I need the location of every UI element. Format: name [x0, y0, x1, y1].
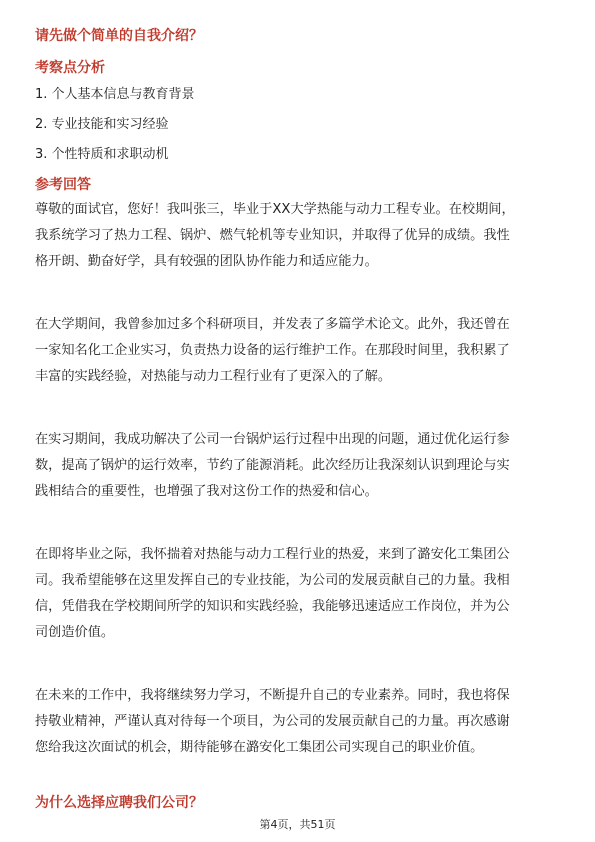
paragraph-line: 持敬业精神，严谨认真对待每一个项目，为公司的发展贡献自己的力量。再次感谢 — [35, 714, 510, 729]
paragraph-line: 信，凭借我在学校期间所学的知识和实践经验，我能够迅速适应工作岗位，并为公 — [35, 599, 510, 614]
analysis-item: 1. 个人基本信息与教育背景 — [35, 87, 195, 102]
paragraph-line: 丰富的实践经验，对热能与动力工程行业有了更深入的了解。 — [35, 369, 392, 384]
paragraph-line: 在未来的工作中，我将继续努力学习，不断提升自己的专业素养。同时，我也将保 — [35, 688, 510, 703]
answer-heading: 参考回答 — [35, 177, 91, 193]
page-number: 第4页，共51页 — [259, 818, 336, 831]
paragraph-line: 司创造价值。 — [35, 625, 115, 640]
paragraph-line: 在大学期间，我曾参加过多个科研项目，并发表了多篇学术论文。此外，我还曾在 — [35, 317, 510, 332]
next-question-heading: 为什么选择应聘我们公司？ — [35, 795, 203, 811]
answer-paragraph — [35, 197, 563, 275]
paragraph-line: 司。我希望能够在这里发挥自己的专业技能，为公司的发展贡献自己的力量。我相 — [35, 573, 510, 588]
paragraph-line: 践相结合的重要性，也增强了我对这份工作的热爱和信心。 — [35, 484, 378, 499]
question-heading: 请先做个简单的自我介绍？ — [35, 28, 203, 44]
answer-paragraph — [35, 542, 563, 646]
paragraph-line: 在即将毕业之际，我怀揣着对热能与动力工程行业的热爱，来到了潞安化工集团公 — [35, 547, 510, 562]
paragraph-line: 数，提高了锅炉的运行效率，节约了能源消耗。此次经历让我深刻认识到理论与实 — [35, 458, 510, 473]
analysis-item: 2. 专业技能和实习经验 — [35, 117, 169, 132]
analysis-item: 3. 个性特质和求职动机 — [35, 147, 169, 162]
answer-paragraph — [35, 427, 563, 505]
analysis-heading: 考察点分析 — [35, 60, 105, 76]
answer-paragraph — [35, 312, 563, 390]
paragraph-line: 我系统学习了热力工程、锅炉、燃气轮机等专业知识，并取得了优异的成绩。我性 — [35, 228, 510, 243]
paragraph-line: 一家知名化工企业实习，负责热力设备的运行维护工作。在那段时间里，我积累了 — [35, 343, 510, 358]
answer-paragraph — [35, 683, 563, 761]
paragraph-line: 您给我这次面试的机会，期待能够在潞安化工集团公司实现自己的职业价值。 — [35, 740, 484, 755]
paragraph-line: 格开朗、勤奋好学，具有较强的团队协作能力和适应能力。 — [35, 254, 378, 269]
paragraph-line: 在实习期间，我成功解决了公司一台锅炉运行过程中出现的问题，通过优化运行参 — [35, 432, 510, 447]
paragraph-line: 尊敬的面试官，您好！我叫张三，毕业于XX大学热能与动力工程专业。在校期间， — [35, 202, 515, 217]
